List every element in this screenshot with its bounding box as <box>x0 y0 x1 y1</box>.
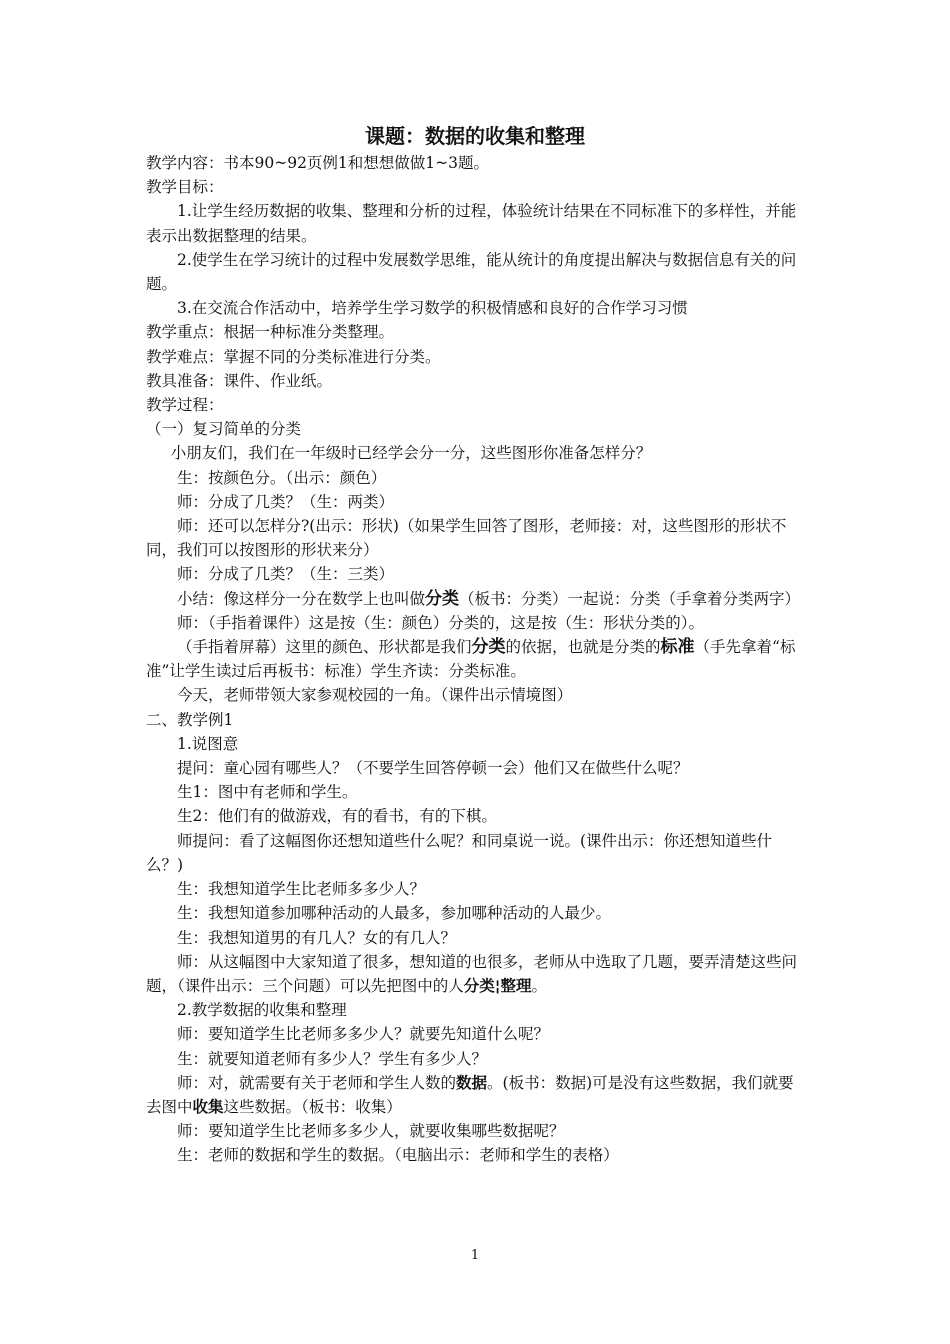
paragraph: 师：要知道学生比老师多多少人，就要收集哪些数据呢？ <box>177 1122 565 1141</box>
screen-text: （手指着屏幕）这里的颜色、形状都是我们 <box>177 638 472 657</box>
page-title: 课题：数据的收集和整理 <box>365 124 585 148</box>
screen-text: 的依据，也就是分类的 <box>505 638 661 657</box>
paragraph: 生1：图中有老师和学生。 <box>177 783 358 802</box>
choose-text: 师：从这幅图中大家知道了很多，想知道的也很多，老师从中选取了几题，要弄清楚这些问题，（课件出示：三个问题）可以先把图中的人 <box>146 952 798 995</box>
emphasis-classification: 分类 <box>463 976 495 995</box>
data-paragraph <box>146 1071 806 1119</box>
screen-paragraph <box>146 635 806 683</box>
emphasis-classification: 分类 <box>425 588 460 609</box>
page-number: 1 <box>470 1248 480 1263</box>
document-body <box>146 151 806 1168</box>
data-text: 师：对，就需要有关于老师和学生人数的 <box>177 1073 457 1092</box>
choose-paragraph <box>146 950 806 998</box>
paragraph: 生：按颜色分。（出示：颜色） <box>177 468 387 487</box>
paragraph: 1.让学生经历数据的收集、整理和分析的过程，体验统计结果在不同标准下的多样性，并能表示出数据整理的结果。 <box>146 202 797 245</box>
paragraph: 生2：他们有的做游戏，有的看书，有的下棋。 <box>177 807 497 826</box>
paragraph: 教学重点：根据一种标准分类整理。 <box>146 323 395 342</box>
paragraph: 师：（手指着课件）这是按（生：颜色）分类的，这是按（生：形状分类的）。 <box>177 613 705 632</box>
paragraph: 生：老师的数据和学生的数据。（电脑出示：老师和学生的表格） <box>177 1146 619 1165</box>
section-heading: （一）复习简单的分类 <box>146 420 302 439</box>
section-heading: 二、教学例1 <box>146 710 234 729</box>
paragraph: 提问：童心园有哪些人？（不要学生回答停顿一会）他们又在做些什么呢？ <box>177 759 689 778</box>
paragraph: 教具准备：课件、作业纸。 <box>146 371 333 390</box>
paragraph: 教学难点：掌握不同的分类标准进行分类。 <box>146 347 441 366</box>
separator: ¦ <box>494 976 501 995</box>
emphasis-organize: 整理 <box>500 976 532 995</box>
summary-paragraph <box>146 587 806 611</box>
emphasis-classification: 分类 <box>471 637 506 658</box>
paragraph: 生：我想知道学生比老师多多少人？ <box>177 880 426 899</box>
paragraph: 今天，老师带领大家参观校园的一角。（课件出示情境图） <box>177 686 573 705</box>
choose-text: 。 <box>531 976 547 995</box>
paragraph: 生：就要知道老师有多少人？学生有多少人？ <box>177 1049 488 1068</box>
paragraph: 教学目标： <box>146 178 224 197</box>
data-text: 。(板书：数据)可是没有这些数据，我们就要去图中 <box>146 1073 794 1116</box>
summary-text: （板书：分类）一起说：分类（手拿着分类两字） <box>459 589 801 608</box>
paragraph: 小朋友们，我们在一年级时已经学会分一分，这些图形你准备怎样分？ <box>170 444 652 463</box>
paragraph: 教学过程： <box>146 396 224 415</box>
paragraph: 教学内容：书本90~92页例1和想想做做1~3题。 <box>146 154 490 172</box>
screen-text: （手先拿着“标准”让学生读过后再板书：标准）学生齐读：分类标准。 <box>146 638 796 681</box>
paragraph: 生：我想知道男的有几人？女的有几人？ <box>177 928 457 947</box>
paragraph: 师：分成了几类？（生：两类） <box>177 492 395 511</box>
paragraph: 生：我想知道参加哪种活动的人最多，参加哪种活动的人最少。 <box>177 904 612 923</box>
summary-text: 小结：像这样分一分在数学上也叫做 <box>177 589 426 608</box>
paragraph: 师：要知道学生比老师多多少人？就要先知道什么呢？ <box>177 1025 550 1044</box>
emphasis-data: 数据 <box>456 1073 488 1092</box>
emphasis-standard: 标准 <box>660 637 695 658</box>
data-text: 这些数据。（板书：收集） <box>223 1097 402 1116</box>
emphasis-collect: 收集 <box>192 1097 224 1116</box>
paragraph: 2.教学数据的收集和整理 <box>177 1001 347 1020</box>
paragraph: 1.说图意 <box>177 734 239 753</box>
paragraph: 2.使学生在学习统计的过程中发展数学思维，能从统计的角度提出解决与数据信息有关的问题。 <box>146 250 797 294</box>
paragraph: 3.在交流合作活动中，培养学生学习数学的积极情感和良好的合作学习习惯 <box>177 299 688 318</box>
paragraph: 师：还可以怎样分?(出示：形状)（如果学生回答了图形，老师接：对，这些图形的形状不同，我们可以按图形的形状来分） <box>146 517 787 560</box>
paragraph: 师提问：看了这幅图你还想知道些什么呢？和同桌说一说。(课件出示：你还想知道些什么？) <box>146 831 773 874</box>
paragraph: 师：分成了几类？（生：三类） <box>177 565 395 584</box>
